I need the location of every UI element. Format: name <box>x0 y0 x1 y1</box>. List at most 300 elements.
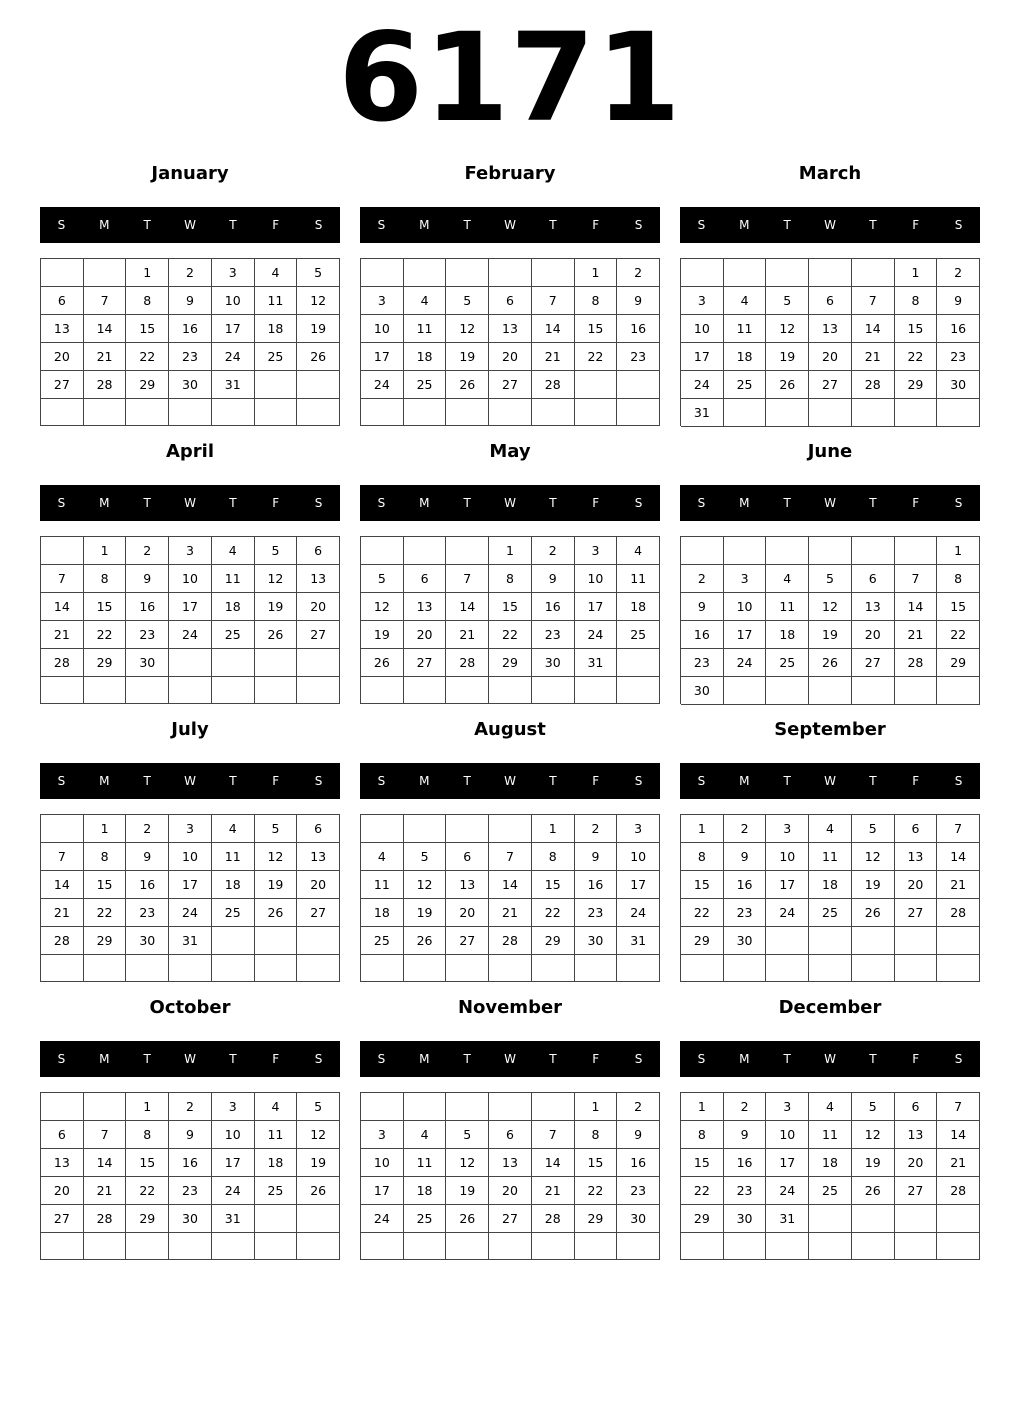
day-cell: 21 <box>532 343 575 371</box>
month-name: April <box>165 441 215 462</box>
empty-cell <box>84 677 127 704</box>
day-grid <box>360 258 660 426</box>
empty-cell <box>297 927 340 955</box>
month-name: March <box>798 163 862 184</box>
weekday-label: T <box>143 774 151 788</box>
empty-cell <box>617 677 660 704</box>
empty-cell <box>489 955 532 982</box>
weekday-label: M <box>99 1052 110 1066</box>
empty-cell <box>41 399 84 426</box>
day-cell: 8 <box>532 843 575 871</box>
day-cell: 4 <box>255 259 298 287</box>
day-cell: 11 <box>255 1121 298 1149</box>
day-cell: 8 <box>575 1121 618 1149</box>
empty-cell <box>41 677 84 704</box>
day-cell: 9 <box>169 1121 212 1149</box>
empty-cell <box>532 259 575 287</box>
month-name: June <box>807 441 853 462</box>
day-cell: 11 <box>361 871 404 899</box>
day-cell: 17 <box>724 621 767 649</box>
weekday-label: S <box>57 1052 66 1066</box>
weekday-label: F <box>912 496 920 510</box>
day-cell: 21 <box>937 1149 980 1177</box>
empty-cell <box>724 677 767 705</box>
day-cell: 6 <box>297 815 340 843</box>
empty-cell <box>895 677 938 705</box>
day-cell: 8 <box>84 843 127 871</box>
day-cell: 3 <box>361 287 404 315</box>
weekday-label: T <box>549 1052 557 1066</box>
day-cell: 2 <box>937 259 980 287</box>
day-cell: 3 <box>724 565 767 593</box>
day-cell: 14 <box>852 315 895 343</box>
empty-cell <box>126 955 169 982</box>
weekday-label: F <box>272 1052 280 1066</box>
day-cell: 23 <box>169 1177 212 1205</box>
day-cell: 16 <box>126 871 169 899</box>
day-cell: 16 <box>575 871 618 899</box>
day-cell: 25 <box>724 371 767 399</box>
day-cell: 10 <box>681 315 724 343</box>
day-cell: 27 <box>41 1205 84 1233</box>
day-cell: 6 <box>895 1093 938 1121</box>
day-cell: 26 <box>297 343 340 371</box>
day-cell: 11 <box>724 315 767 343</box>
empty-cell <box>532 399 575 426</box>
day-cell: 10 <box>766 843 809 871</box>
day-cell: 23 <box>126 621 169 649</box>
day-cell: 17 <box>766 871 809 899</box>
day-cell: 6 <box>41 287 84 315</box>
weekday-label: S <box>954 774 963 788</box>
empty-cell <box>255 927 298 955</box>
empty-cell <box>852 537 895 565</box>
weekday-label: M <box>419 1052 430 1066</box>
day-cell: 1 <box>681 815 724 843</box>
empty-cell <box>724 399 767 427</box>
weekday-label: T <box>869 496 877 510</box>
day-cell: 7 <box>895 565 938 593</box>
day-cell: 3 <box>766 815 809 843</box>
day-cell: 9 <box>681 593 724 621</box>
empty-cell <box>724 1233 767 1260</box>
day-cell: 25 <box>617 621 660 649</box>
day-cell: 28 <box>84 371 127 399</box>
day-cell: 26 <box>766 371 809 399</box>
day-cell: 18 <box>809 1149 852 1177</box>
day-cell: 2 <box>532 537 575 565</box>
day-cell: 23 <box>169 343 212 371</box>
day-cell: 18 <box>617 593 660 621</box>
weekday-header <box>680 207 980 243</box>
empty-cell <box>895 537 938 565</box>
weekday-label: W <box>824 218 836 232</box>
day-cell: 31 <box>212 1205 255 1233</box>
day-cell: 16 <box>532 593 575 621</box>
day-cell: 17 <box>361 343 404 371</box>
empty-cell <box>532 1233 575 1260</box>
day-cell: 20 <box>489 343 532 371</box>
empty-cell <box>575 677 618 704</box>
day-cell: 2 <box>617 259 660 287</box>
empty-cell <box>809 1233 852 1260</box>
day-cell: 25 <box>255 343 298 371</box>
day-cell: 14 <box>937 1121 980 1149</box>
day-cell: 10 <box>361 315 404 343</box>
weekday-label: T <box>549 774 557 788</box>
weekday-label: W <box>824 1052 836 1066</box>
day-cell: 12 <box>297 1121 340 1149</box>
day-cell: 22 <box>575 1177 618 1205</box>
day-cell: 29 <box>681 1205 724 1233</box>
weekday-label: T <box>549 218 557 232</box>
day-cell: 26 <box>852 1177 895 1205</box>
empty-cell <box>84 259 127 287</box>
empty-cell <box>895 399 938 427</box>
day-cell: 28 <box>532 1205 575 1233</box>
day-cell: 8 <box>84 565 127 593</box>
empty-cell <box>724 537 767 565</box>
day-cell: 25 <box>255 1177 298 1205</box>
day-cell: 12 <box>809 593 852 621</box>
empty-cell <box>212 927 255 955</box>
empty-cell <box>169 649 212 677</box>
empty-cell <box>84 1093 127 1121</box>
weekday-label: T <box>783 1052 791 1066</box>
day-cell: 26 <box>404 927 447 955</box>
day-cell: 21 <box>532 1177 575 1205</box>
weekday-header <box>360 207 660 243</box>
day-cell: 26 <box>809 649 852 677</box>
day-cell: 4 <box>766 565 809 593</box>
month-name: October <box>149 997 231 1018</box>
day-cell: 18 <box>404 1177 447 1205</box>
weekday-header <box>680 1041 980 1077</box>
day-cell: 14 <box>41 593 84 621</box>
day-cell: 18 <box>724 343 767 371</box>
weekday-label: W <box>504 496 516 510</box>
day-cell: 18 <box>212 871 255 899</box>
day-grid <box>680 1092 980 1260</box>
empty-cell <box>937 399 980 427</box>
day-cell: 23 <box>617 343 660 371</box>
weekday-header <box>360 763 660 799</box>
day-cell: 16 <box>169 315 212 343</box>
day-cell: 28 <box>446 649 489 677</box>
day-cell: 9 <box>724 1121 767 1149</box>
day-cell: 28 <box>41 649 84 677</box>
empty-cell <box>297 399 340 426</box>
empty-cell <box>361 1233 404 1260</box>
empty-cell <box>809 1205 852 1233</box>
weekday-label: M <box>99 774 110 788</box>
empty-cell <box>681 259 724 287</box>
day-cell: 29 <box>84 649 127 677</box>
day-cell: 16 <box>617 315 660 343</box>
empty-cell <box>852 1233 895 1260</box>
day-cell: 25 <box>404 371 447 399</box>
day-cell: 23 <box>681 649 724 677</box>
empty-cell <box>41 537 84 565</box>
weekday-label: F <box>272 774 280 788</box>
weekday-label: S <box>634 218 643 232</box>
day-cell: 5 <box>446 1121 489 1149</box>
day-cell: 25 <box>809 1177 852 1205</box>
day-cell: 19 <box>297 1149 340 1177</box>
weekday-header <box>680 485 980 521</box>
day-cell: 3 <box>212 259 255 287</box>
day-cell: 10 <box>169 843 212 871</box>
empty-cell <box>895 955 938 982</box>
weekday-label: S <box>57 774 66 788</box>
empty-cell <box>361 815 404 843</box>
empty-cell <box>169 399 212 426</box>
day-cell: 8 <box>681 843 724 871</box>
day-cell: 6 <box>41 1121 84 1149</box>
day-cell: 1 <box>126 259 169 287</box>
day-cell: 30 <box>575 927 618 955</box>
weekday-label: F <box>592 1052 600 1066</box>
empty-cell <box>84 955 127 982</box>
empty-cell <box>446 1093 489 1121</box>
weekday-label: S <box>314 1052 323 1066</box>
empty-cell <box>895 1205 938 1233</box>
day-cell: 29 <box>84 927 127 955</box>
day-cell: 3 <box>617 815 660 843</box>
day-cell: 11 <box>766 593 809 621</box>
weekday-label: S <box>57 496 66 510</box>
day-cell: 5 <box>446 287 489 315</box>
day-cell: 3 <box>681 287 724 315</box>
weekday-label: T <box>143 1052 151 1066</box>
day-cell: 4 <box>361 843 404 871</box>
empty-cell <box>809 259 852 287</box>
day-cell: 20 <box>895 1149 938 1177</box>
day-cell: 5 <box>404 843 447 871</box>
day-cell: 29 <box>937 649 980 677</box>
empty-cell <box>169 677 212 704</box>
day-cell: 17 <box>575 593 618 621</box>
empty-cell <box>297 649 340 677</box>
month-name: January <box>151 163 229 184</box>
day-cell: 19 <box>404 899 447 927</box>
weekday-label: T <box>783 774 791 788</box>
day-cell: 13 <box>489 315 532 343</box>
empty-cell <box>404 955 447 982</box>
day-cell: 6 <box>404 565 447 593</box>
empty-cell <box>297 1205 340 1233</box>
weekday-label: W <box>504 774 516 788</box>
day-cell: 9 <box>724 843 767 871</box>
day-cell: 23 <box>724 1177 767 1205</box>
empty-cell <box>852 677 895 705</box>
empty-cell <box>617 399 660 426</box>
day-cell: 24 <box>169 899 212 927</box>
empty-cell <box>575 399 618 426</box>
empty-cell <box>766 1233 809 1260</box>
day-cell: 29 <box>489 649 532 677</box>
weekday-label: S <box>634 496 643 510</box>
empty-cell <box>404 1233 447 1260</box>
empty-cell <box>532 955 575 982</box>
day-cell: 13 <box>895 1121 938 1149</box>
weekday-label: F <box>272 218 280 232</box>
day-cell: 27 <box>895 1177 938 1205</box>
day-cell: 15 <box>84 593 127 621</box>
day-cell: 8 <box>575 287 618 315</box>
empty-cell <box>446 259 489 287</box>
day-cell: 25 <box>212 899 255 927</box>
day-cell: 16 <box>724 1149 767 1177</box>
empty-cell <box>532 1093 575 1121</box>
day-cell: 17 <box>212 315 255 343</box>
day-cell: 20 <box>41 343 84 371</box>
empty-cell <box>446 399 489 426</box>
day-cell: 27 <box>489 1205 532 1233</box>
weekday-label: W <box>184 774 196 788</box>
day-cell: 4 <box>404 1121 447 1149</box>
day-cell: 26 <box>255 621 298 649</box>
day-cell: 24 <box>724 649 767 677</box>
day-cell: 4 <box>404 287 447 315</box>
weekday-label: S <box>377 496 386 510</box>
empty-cell <box>169 1233 212 1260</box>
day-cell: 4 <box>212 815 255 843</box>
day-cell: 9 <box>617 1121 660 1149</box>
day-cell: 20 <box>852 621 895 649</box>
day-cell: 27 <box>404 649 447 677</box>
weekday-label: F <box>592 496 600 510</box>
day-cell: 14 <box>446 593 489 621</box>
day-cell: 28 <box>41 927 84 955</box>
day-cell: 2 <box>169 1093 212 1121</box>
empty-cell <box>489 677 532 704</box>
day-cell: 12 <box>361 593 404 621</box>
weekday-label: M <box>419 218 430 232</box>
weekday-label: T <box>463 218 471 232</box>
day-cell: 12 <box>297 287 340 315</box>
day-cell: 28 <box>532 371 575 399</box>
empty-cell <box>404 677 447 704</box>
empty-cell <box>937 927 980 955</box>
day-cell: 3 <box>169 537 212 565</box>
day-cell: 27 <box>41 371 84 399</box>
day-cell: 21 <box>446 621 489 649</box>
empty-cell <box>404 537 447 565</box>
day-cell: 24 <box>766 899 809 927</box>
day-cell: 10 <box>169 565 212 593</box>
weekday-label: T <box>229 496 237 510</box>
day-cell: 4 <box>809 1093 852 1121</box>
empty-cell <box>41 259 84 287</box>
day-cell: 12 <box>446 315 489 343</box>
day-cell: 21 <box>489 899 532 927</box>
day-cell: 25 <box>809 899 852 927</box>
day-cell: 1 <box>937 537 980 565</box>
empty-cell <box>724 955 767 982</box>
empty-cell <box>41 1233 84 1260</box>
empty-cell <box>404 259 447 287</box>
month-name: September <box>774 719 886 740</box>
day-cell: 20 <box>809 343 852 371</box>
day-cell: 5 <box>255 537 298 565</box>
day-cell: 5 <box>297 259 340 287</box>
weekday-header <box>40 763 340 799</box>
day-grid <box>360 536 660 704</box>
day-cell: 26 <box>852 899 895 927</box>
weekday-label: T <box>463 1052 471 1066</box>
day-cell: 12 <box>404 871 447 899</box>
weekday-label: T <box>869 1052 877 1066</box>
day-cell: 21 <box>84 343 127 371</box>
day-cell: 17 <box>766 1149 809 1177</box>
weekday-label: M <box>739 774 750 788</box>
day-cell: 22 <box>84 621 127 649</box>
empty-cell <box>852 259 895 287</box>
day-cell: 5 <box>852 815 895 843</box>
day-cell: 28 <box>895 649 938 677</box>
day-cell: 20 <box>404 621 447 649</box>
day-cell: 8 <box>126 1121 169 1149</box>
day-grid <box>680 814 980 982</box>
day-cell: 23 <box>126 899 169 927</box>
day-cell: 5 <box>255 815 298 843</box>
day-cell: 17 <box>617 871 660 899</box>
year-title: 6171 <box>338 7 682 149</box>
day-cell: 26 <box>361 649 404 677</box>
day-cell: 24 <box>681 371 724 399</box>
day-cell: 15 <box>937 593 980 621</box>
day-cell: 20 <box>895 871 938 899</box>
day-cell: 22 <box>681 1177 724 1205</box>
weekday-label: F <box>912 218 920 232</box>
empty-cell <box>575 1233 618 1260</box>
weekday-label: T <box>463 774 471 788</box>
day-cell: 10 <box>361 1149 404 1177</box>
weekday-label: T <box>869 218 877 232</box>
day-cell: 15 <box>681 871 724 899</box>
empty-cell <box>297 677 340 704</box>
day-cell: 28 <box>84 1205 127 1233</box>
day-cell: 11 <box>212 843 255 871</box>
empty-cell <box>361 399 404 426</box>
empty-cell <box>895 1233 938 1260</box>
day-cell: 12 <box>852 1121 895 1149</box>
day-cell: 6 <box>809 287 852 315</box>
day-cell: 19 <box>446 343 489 371</box>
weekday-label: M <box>739 496 750 510</box>
empty-cell <box>446 1233 489 1260</box>
day-cell: 10 <box>575 565 618 593</box>
day-cell: 1 <box>84 815 127 843</box>
empty-cell <box>255 649 298 677</box>
weekday-label: S <box>697 774 706 788</box>
day-cell: 9 <box>937 287 980 315</box>
weekday-label: S <box>314 774 323 788</box>
empty-cell <box>361 677 404 704</box>
empty-cell <box>255 677 298 704</box>
day-cell: 10 <box>766 1121 809 1149</box>
day-cell: 26 <box>446 1205 489 1233</box>
day-cell: 13 <box>297 843 340 871</box>
weekday-label: S <box>634 774 643 788</box>
day-cell: 5 <box>852 1093 895 1121</box>
day-cell: 13 <box>41 1149 84 1177</box>
day-cell: 2 <box>126 815 169 843</box>
month-name: May <box>489 441 531 462</box>
weekday-label: T <box>229 218 237 232</box>
day-cell: 2 <box>575 815 618 843</box>
